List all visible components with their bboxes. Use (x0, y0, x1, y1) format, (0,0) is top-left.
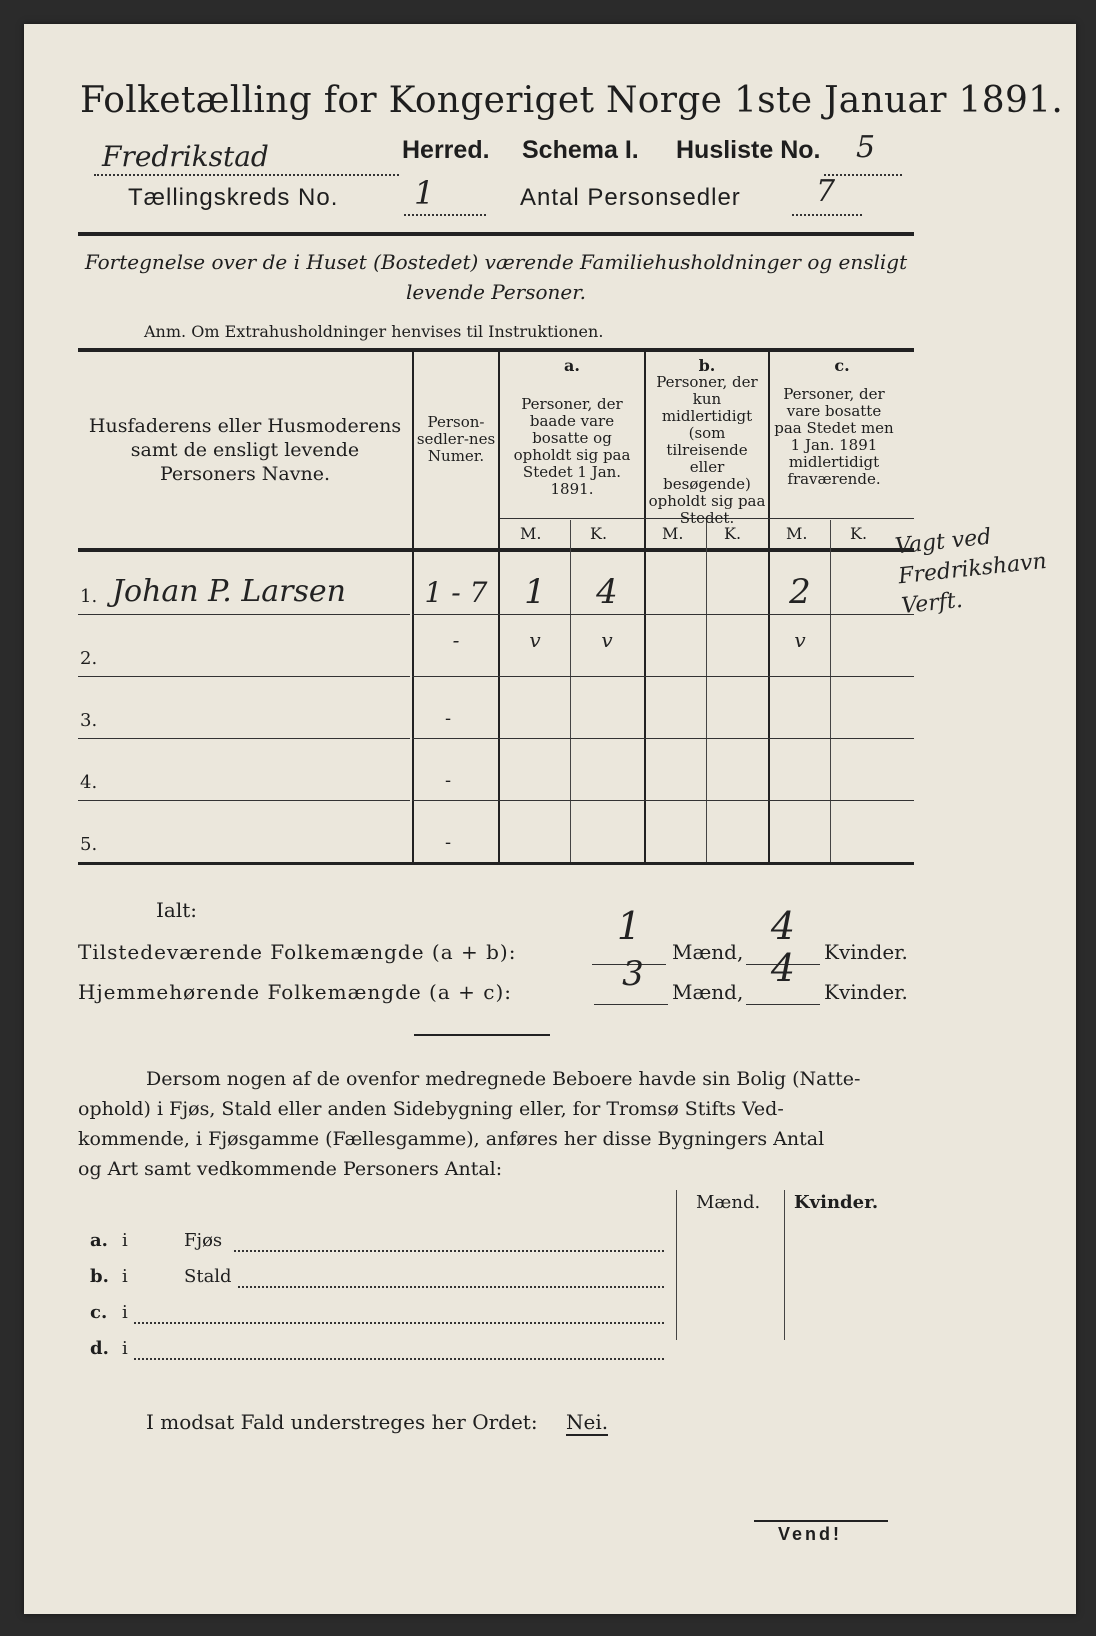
form-title: Folketælling for Kongeriget Norge 1ste Januar 1891. (80, 80, 1064, 121)
row-line-2-cells (412, 676, 914, 677)
header-rule (78, 232, 914, 236)
schema-label: Schema I. (522, 136, 639, 164)
herred-handwritten: Fredrikstad (102, 140, 269, 173)
col-b-letter: b. (698, 356, 716, 375)
outbuild-kvinder-header: Kvinder. (794, 1192, 879, 1213)
herred-dotline (94, 174, 399, 176)
col-c-header: Personer, der vare bosatte paa Stedet men 1 Jan. 1891 midlertidigt fraværende. (774, 385, 894, 488)
outbuild-letter: d. (90, 1338, 109, 1359)
outbuild-i: i (122, 1338, 128, 1359)
row-line-1-name (78, 614, 410, 615)
outbuild-dotline (134, 1322, 664, 1324)
antal-value: 7 (816, 174, 836, 209)
outbuild-i: i (122, 1266, 128, 1287)
col-divider-1 (412, 348, 414, 864)
row-numer: - (444, 832, 452, 853)
row-line-3-cells (412, 738, 914, 739)
para-line3: kommende, i Fjøsgamme (Fællesgamme), anføres her disse Bygningers Antal (78, 1128, 825, 1150)
row-number: 4. (80, 772, 98, 793)
outbuild-maend-header: Mænd. (696, 1192, 761, 1213)
row-a-k: v (601, 628, 613, 652)
outbuild-letter: c. (90, 1302, 108, 1323)
c-m-label: M. (786, 524, 808, 543)
hjemme-kvinder-line (746, 1004, 820, 1005)
hjemme-kvinder-value: 4 (770, 946, 796, 990)
outbuild-divider-2 (784, 1190, 785, 1340)
row-name: Johan P. Larsen (112, 574, 346, 609)
modsat-text: I modsat Fald understreges her Ordet: (146, 1410, 538, 1434)
col-divider-b-mk (706, 520, 707, 862)
outbuild-label: Fjøs (184, 1230, 223, 1251)
tilstede-maend-value: 1 (616, 904, 642, 948)
row-number: 3. (80, 710, 98, 731)
b-m-label: M. (662, 524, 684, 543)
row-numer: - (444, 770, 452, 791)
outbuild-dotline (134, 1358, 664, 1360)
intro-line1: Fortegnelse over de i Huset (Bostedet) værende Familiehusholdninger og ensligt (84, 250, 908, 274)
table-header-rule (78, 548, 914, 552)
hjemme-maend-line (594, 1004, 668, 1005)
c-k-label: K. (850, 524, 868, 543)
kreds-label: Tællingskreds No. (128, 184, 339, 211)
row-number: 5. (80, 834, 98, 855)
col-divider-4 (768, 348, 770, 864)
col-names-header: Husfaderens eller Husmoderens samt de ensligt levende Personers Navne. (88, 415, 402, 485)
husliste-label: Husliste No. (676, 136, 821, 164)
row-line-1-cells (412, 614, 914, 615)
outbuild-letter: a. (90, 1230, 108, 1251)
row-a-m: 1 (524, 572, 546, 612)
col-a-letter: a. (564, 356, 580, 375)
row-a-k: 4 (596, 572, 618, 612)
vend-label: Vend! (778, 1524, 843, 1544)
row-numer: 1 - 7 (424, 576, 488, 609)
col-divider-2 (498, 348, 500, 864)
outbuild-divider-1 (676, 1190, 677, 1340)
col-numer-header: Person-sedler-nes Numer. (416, 413, 496, 465)
row-line-2-name (78, 676, 410, 677)
hjemme-maend-value: 3 (622, 954, 644, 994)
hjemme-maend-label: Mænd, (672, 980, 744, 1004)
a-k-label: K. (590, 524, 608, 543)
row-line-4-cells (412, 800, 914, 801)
row-line-3-name (78, 738, 410, 739)
b-k-label: K. (724, 524, 742, 543)
outbuild-dotline (234, 1250, 664, 1252)
hjemme-kvinder-label: Kvinder. (824, 980, 908, 1004)
para-line2: ophold) i Fjøs, Stald eller anden Sidebygning eller, for Tromsø Stifts Ved- (78, 1098, 784, 1120)
census-form (24, 24, 1076, 1614)
outbuild-dotline (238, 1286, 664, 1288)
vend-rule (754, 1520, 888, 1522)
tilstede-label: Tilstedeværende Folkemængde (a + b): (78, 940, 517, 964)
row-c-m: v (794, 628, 806, 652)
para-line4: og Art samt vedkommende Personers Antal: (78, 1158, 503, 1180)
col-divider-3 (644, 348, 646, 864)
table-top-rule (78, 348, 914, 352)
ialt-label: Ialt: (156, 898, 197, 922)
row-numer: - (452, 628, 460, 652)
nei-word: Nei. (566, 1410, 609, 1434)
row-numer: - (444, 708, 452, 729)
tilstede-maend-label: Mænd, (672, 940, 744, 964)
a-m-label: M. (520, 524, 542, 543)
tilstede-kvinder-value: 4 (770, 904, 796, 948)
col-a-header: Personer, der baade vare bosatte og opholdt sig paa Stedet 1 Jan. 1891. (513, 395, 631, 498)
row-number: 2. (80, 648, 98, 669)
outbuild-letter: b. (90, 1266, 109, 1287)
husliste-dotline (824, 174, 902, 176)
col-c-letter: c. (834, 356, 850, 375)
col-b-header: Personer, der kun midlertidigt (som tilreisende eller besøgende) opholdt sig paa Stedet. (648, 373, 766, 527)
row-line-4-name (78, 800, 410, 801)
side-note: Vagt ved Fredrikshavn Verft. (893, 524, 1048, 620)
outbuild-i: i (122, 1230, 128, 1251)
row-a-m: v (529, 628, 541, 652)
row-number: 1. (80, 586, 98, 607)
outbuild-i: i (122, 1302, 128, 1323)
para-line1: Dersom nogen af de ovenfor medregnede Beboere havde sin Bolig (Natte- (146, 1068, 861, 1090)
anm-note: Anm. Om Extrahusholdninger henvises til Instruktionen. (144, 322, 604, 341)
antal-dotline (792, 214, 862, 216)
hjemme-label: Hjemmehørende Folkemængde (a + c): (78, 980, 512, 1004)
tilstede-kvinder-label: Kvinder. (824, 940, 908, 964)
table-bottom-rule (78, 862, 914, 865)
outbuild-label: Stald (184, 1266, 232, 1287)
section-divider (414, 1034, 550, 1036)
col-divider-a-mk (570, 520, 571, 862)
kreds-dotline (404, 214, 486, 216)
kreds-value: 1 (414, 174, 435, 212)
col-divider-c-mk (830, 520, 831, 862)
herred-label: Herred. (402, 136, 490, 164)
intro-line2: levende Personer. (406, 280, 586, 304)
row-c-m: 2 (789, 572, 811, 612)
husliste-value: 5 (856, 130, 876, 165)
antal-label: Antal Personsedler (520, 184, 741, 211)
